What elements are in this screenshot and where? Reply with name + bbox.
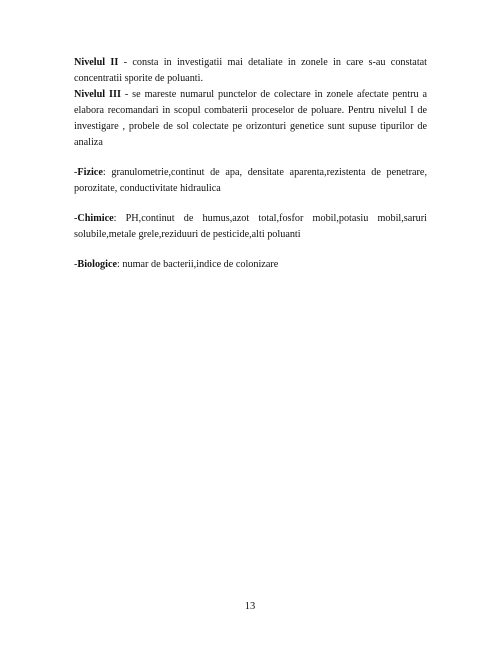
- page-number: 13: [244, 601, 256, 612]
- nivel-2-label: Nivelul II: [74, 57, 119, 68]
- spacer: [74, 243, 427, 257]
- paragraph-fizice: [74, 165, 427, 197]
- paragraph-biologice: [74, 257, 427, 273]
- nivel-3-text: - se mareste numarul punctelor de colectare in zonele afectate pentru a elabora recomandari in scopul combaterii proceselor de poluare. Pentru nivelul I de investigare , probele de sol colectate pe orizonturi genetice sunt supuse tipurilor de analiza: [74, 89, 427, 148]
- document-body: [74, 55, 427, 273]
- chimice-label: Chimice: [77, 213, 114, 224]
- chimice-text: : PH,continut de humus,azot total,fosfor mobil,potasiu mobil,saruri solubile,metale grele,reziduuri de pesticide,alti poluanti: [74, 213, 427, 240]
- biologice-text: : numar de bacterii,indice de colonizare: [117, 259, 279, 270]
- paragraph-chimice: [74, 211, 427, 243]
- biologice-prefix: -: [74, 259, 78, 270]
- chimice-prefix: -: [74, 213, 78, 224]
- nivel-3-label: Nivelul III: [74, 89, 121, 100]
- nivel-2-text: - consta in investigatii mai detaliate in zonele in care s-au constatat concentratii sporite de poluanti.: [74, 57, 428, 84]
- fizice-prefix: -: [74, 167, 78, 178]
- spacer: [74, 197, 427, 211]
- paragraph-nivel-2: [74, 55, 427, 87]
- fizice-label: Fizice: [77, 167, 103, 178]
- paragraph-nivel-3: [74, 87, 427, 151]
- biologice-label: Biologice: [77, 259, 118, 270]
- spacer: [74, 151, 427, 165]
- fizice-text: : granulometrie,continut de apa, densitate aparenta,rezistenta de penetrare, porozitate, conductivitate hidraulica: [74, 167, 427, 194]
